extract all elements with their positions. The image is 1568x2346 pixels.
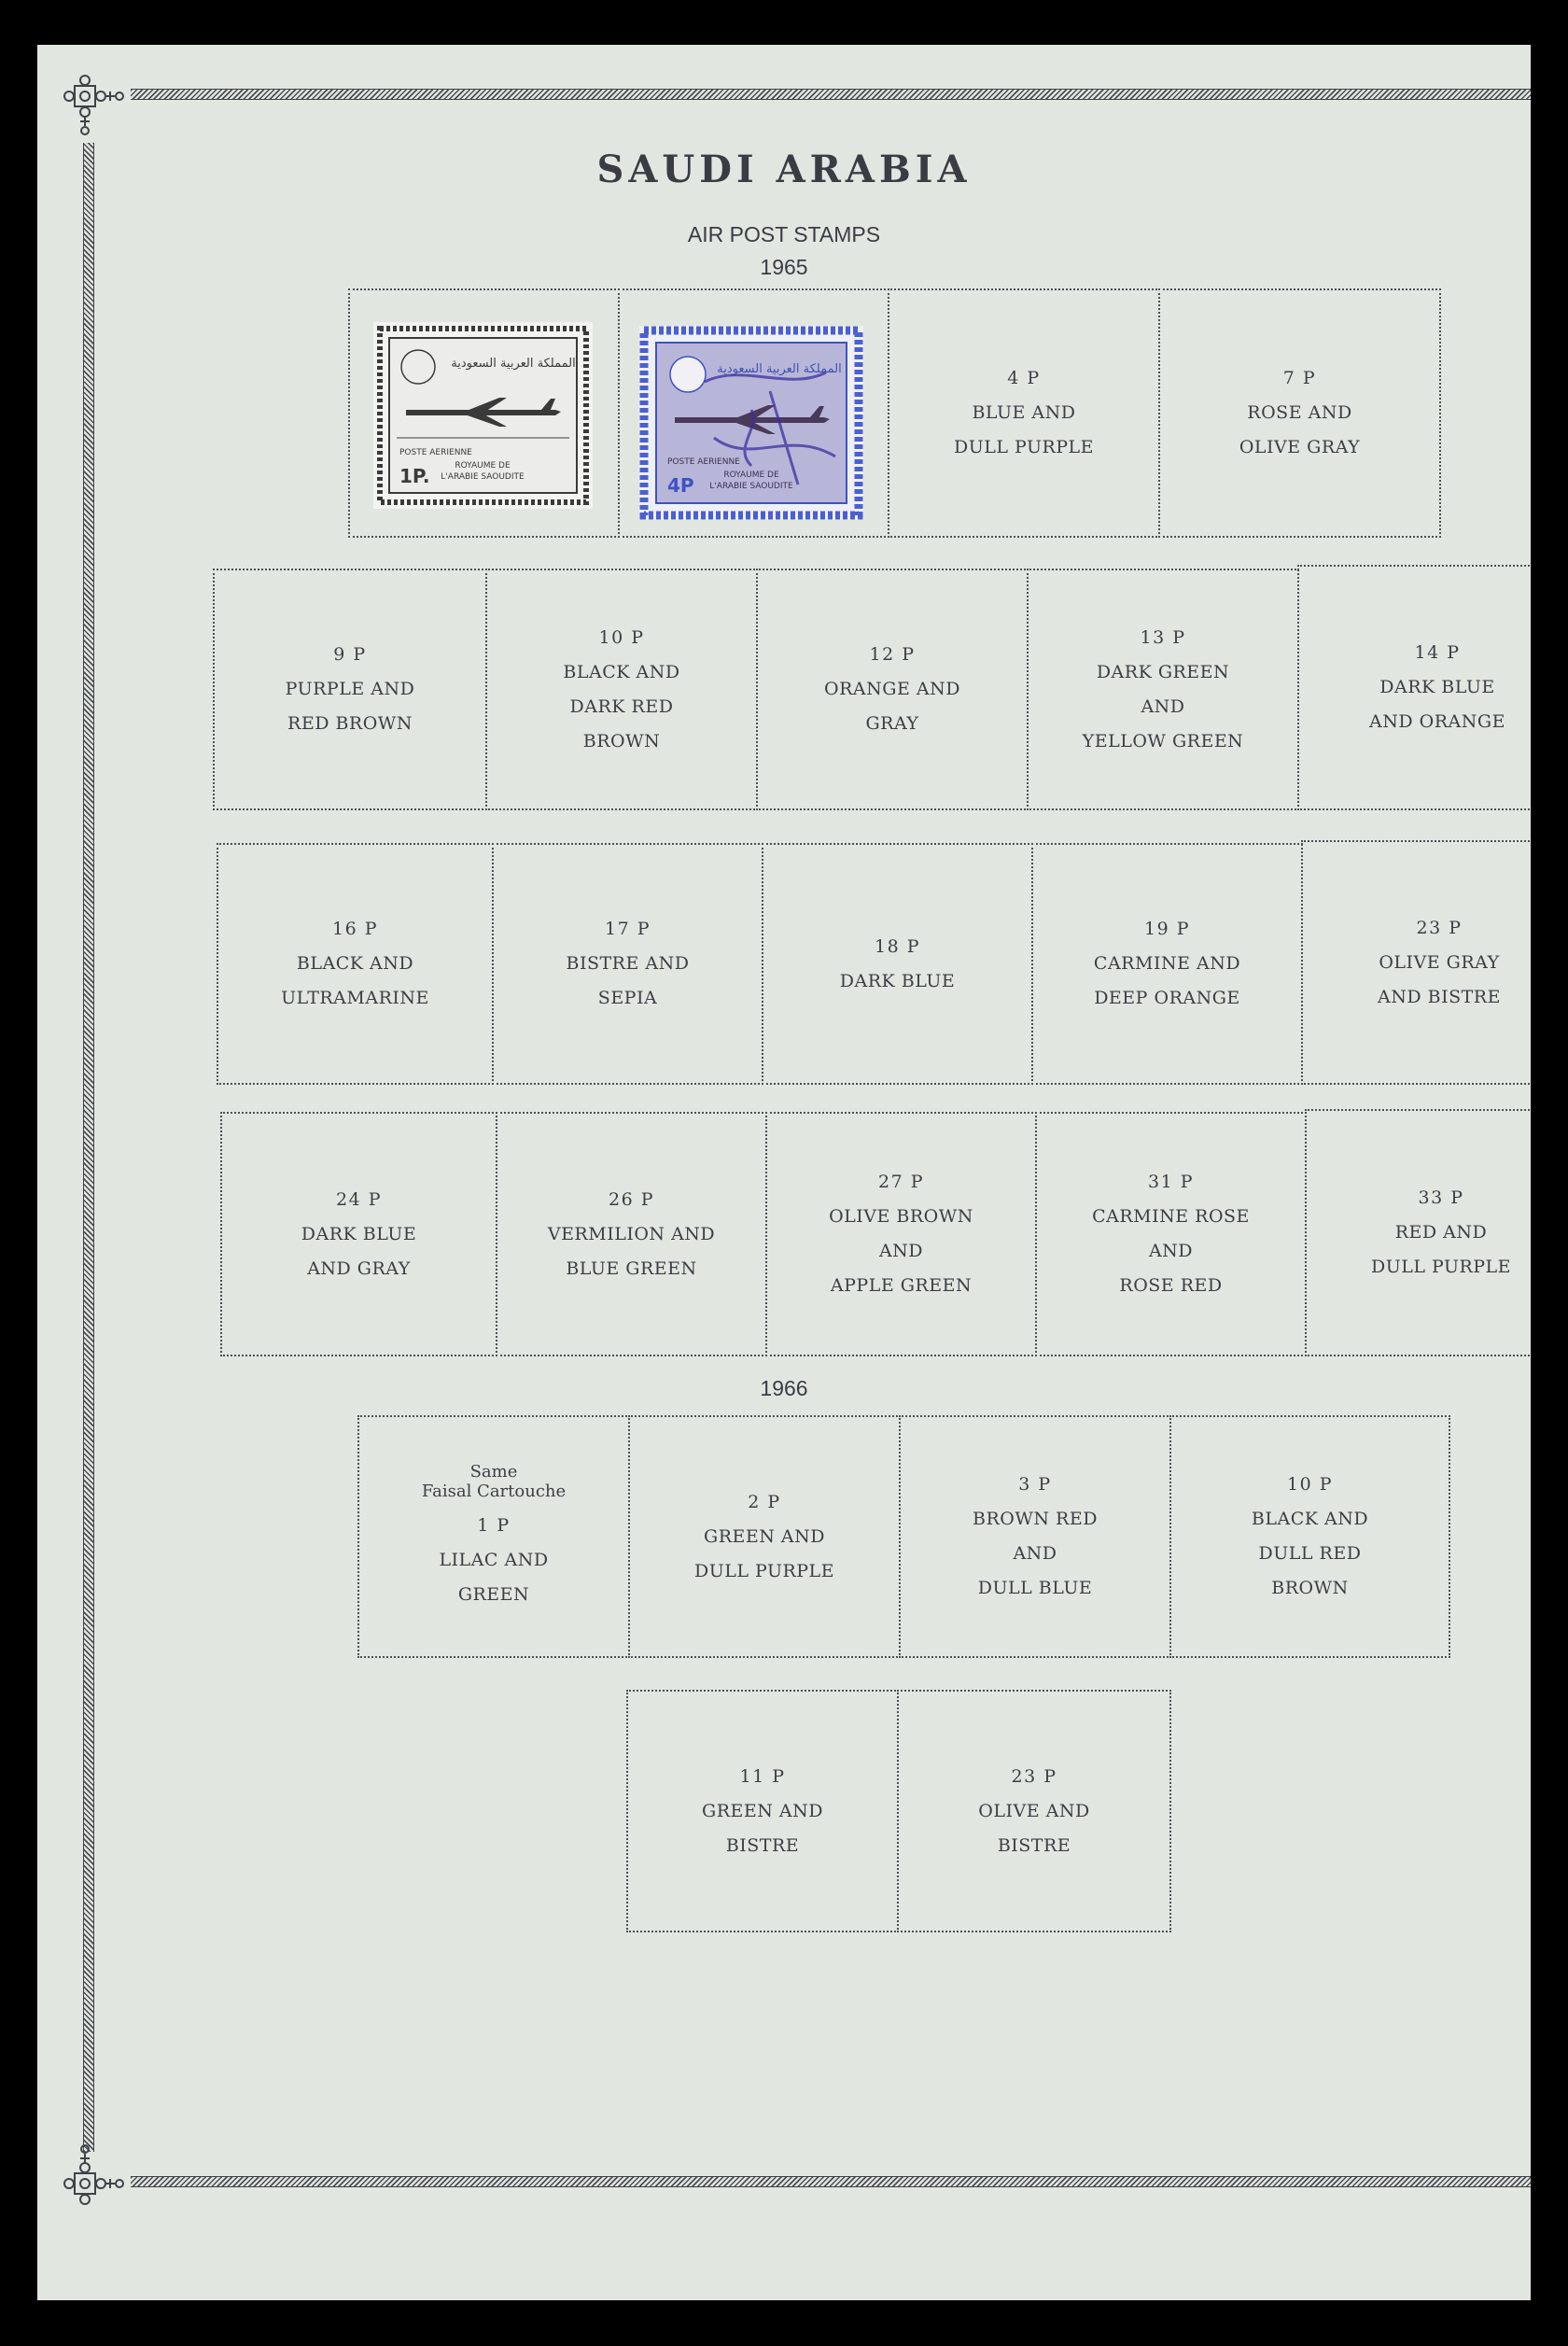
color-line: ROSE RED: [1119, 1275, 1223, 1296]
color-line: BLACK AND: [563, 661, 680, 682]
denomination: 31 P: [1147, 1172, 1194, 1192]
color-line: YELLOW GREEN: [1082, 730, 1244, 752]
denomination: 12 P: [869, 644, 916, 665]
stamp-1p-arabic-text: المملكة العربية السعودية: [451, 357, 576, 371]
color-line: ROSE AND: [1247, 402, 1352, 423]
stamp-4p-royaume-text: ROYAUME DE: [723, 471, 779, 480]
color-line: DULL PURPLE: [953, 437, 1095, 457]
color-line: DEEP ORANGE: [1094, 988, 1240, 1008]
stamp-space-31p: [1035, 1112, 1307, 1356]
section-subtitle: AIR POST STAMPS: [687, 222, 881, 246]
color-line: GRAY: [865, 713, 919, 734]
year-heading-1966: 1966: [760, 1376, 808, 1400]
stamp-4p-value: 4P: [667, 474, 694, 497]
denomination: 23 P: [1011, 1765, 1057, 1787]
denomination: 11 P: [739, 1765, 786, 1787]
denomination: 9 P: [333, 644, 367, 665]
stamp-1p-poste-text: POSTE AERIENNE: [399, 448, 472, 457]
stamp-space-3p-1966: [899, 1415, 1171, 1658]
color-line: BLACK AND: [1251, 1509, 1369, 1529]
corner-ornament-top-left: [63, 75, 133, 144]
denomination: 10 P: [598, 626, 645, 648]
color-line: AND GRAY: [307, 1257, 411, 1279]
denomination: 23 P: [1416, 917, 1463, 938]
color-line: AND: [1141, 695, 1185, 717]
color-line: BLUE GREEN: [566, 1257, 697, 1279]
stamp-4p-airplane: [639, 326, 863, 520]
color-line: OLIVE BROWN: [829, 1206, 973, 1227]
color-line: DULL RED: [1258, 1543, 1362, 1564]
color-line: CARMINE AND: [1093, 953, 1241, 974]
stamp-space-19p: [1031, 843, 1303, 1085]
stamp-space-33p: [1305, 1109, 1531, 1356]
denomination: 2 P: [748, 1491, 781, 1512]
color-line: OLIVE GRAY: [1379, 951, 1500, 973]
color-line: AND ORANGE: [1369, 711, 1505, 732]
stamp-1p-royaume-text: ROYAUME DE: [455, 461, 511, 471]
stamp-space-13p: [1027, 569, 1299, 810]
color-line: BROWN: [582, 730, 661, 752]
stamp-4p-poste-text: POSTE AERIENNE: [667, 457, 740, 467]
stamp-space-4p: [888, 288, 1160, 538]
denomination: 24 P: [335, 1188, 382, 1210]
denomination: 1 P: [477, 1514, 511, 1536]
stamp-space-14p: [1297, 565, 1531, 810]
color-line: DARK BLUE: [839, 970, 956, 991]
color-line: DULL BLUE: [977, 1578, 1093, 1598]
color-line: CARMINE ROSE: [1092, 1206, 1250, 1227]
stamp-space-23p: [1301, 840, 1531, 1085]
note-line: Faisal Cartouche: [421, 1481, 567, 1501]
year-heading-1965: 1965: [760, 255, 808, 279]
top-border: [131, 89, 1531, 100]
color-line: ORANGE AND: [824, 679, 960, 699]
stamp-space-24p: [220, 1112, 497, 1356]
color-line: GREEN AND: [702, 1800, 823, 1821]
stamp-4p-arabic-text: المملكة العربية السعودية: [717, 362, 842, 376]
denomination: 33 P: [1418, 1187, 1464, 1208]
stamp-space-10p-1966: [1169, 1415, 1450, 1658]
color-line: DARK BLUE: [301, 1223, 417, 1244]
album-page: [37, 45, 1531, 2300]
color-line: LILAC AND: [439, 1549, 549, 1570]
color-line: BLACK AND: [296, 953, 414, 974]
stamp-space-12p: [756, 569, 1029, 810]
color-line: AND BISTRE: [1378, 986, 1501, 1007]
corner-ornament-bottom-left: [63, 2136, 133, 2205]
stamp-1p-airplane: [373, 322, 593, 509]
color-line: RED AND: [1394, 1222, 1488, 1243]
color-line: AND: [1013, 1543, 1057, 1564]
stamp-4p-arabie-text: L'ARABIE SAOUDITE: [709, 482, 793, 491]
stamp-space-26p: [496, 1112, 767, 1356]
color-line: BISTRE: [725, 1834, 800, 1856]
denomination: 14 P: [1414, 642, 1461, 663]
color-line: BROWN: [1271, 1578, 1349, 1598]
stamp-1p-value: 1P.: [399, 465, 430, 487]
color-line: SEPIA: [597, 988, 658, 1008]
page-title: SAUDI ARABIA: [596, 148, 972, 191]
stamp-space-27p: [765, 1112, 1037, 1356]
color-line: BROWN RED: [973, 1509, 1098, 1529]
denomination: 18 P: [874, 935, 920, 957]
denomination: 10 P: [1286, 1474, 1333, 1495]
color-line: APPLE GREEN: [830, 1275, 973, 1296]
stamp-space-7p: [1158, 288, 1441, 538]
color-line: GREEN AND: [704, 1525, 825, 1547]
color-line: BISTRE AND: [566, 953, 690, 974]
stamp-space-1p-1966: [357, 1415, 630, 1658]
color-line: ULTRAMARINE: [281, 988, 429, 1008]
color-line: BLUE AND: [972, 402, 1076, 423]
denomination: 27 P: [877, 1172, 924, 1192]
denomination: 13 P: [1140, 626, 1186, 648]
color-line: DARK BLUE: [1379, 677, 1495, 697]
denomination: 7 P: [1282, 368, 1317, 388]
color-line: OLIVE AND: [978, 1800, 1090, 1821]
stamp-space-9p: [213, 569, 487, 810]
stamp-space-18p: [762, 843, 1033, 1085]
stamp-space-11p-1966: [626, 1690, 899, 1932]
color-line: DULL PURPLE: [1370, 1257, 1512, 1277]
color-line: DARK RED: [569, 695, 674, 717]
color-line: RED BROWN: [287, 713, 413, 734]
color-line: OLIVE GRAY: [1239, 437, 1361, 457]
stamp-1p-arabie-text: L'ARABIE SAOUDITE: [441, 472, 525, 482]
color-line: DULL PURPLE: [693, 1560, 835, 1581]
color-line: PURPLE AND: [285, 679, 415, 699]
denomination: 19 P: [1143, 919, 1190, 939]
stamp-space-17p: [492, 843, 763, 1085]
stamp-space-2p-1966: [628, 1415, 901, 1658]
denomination: 16 P: [331, 919, 378, 939]
stamp-space-10p: [485, 569, 758, 810]
denomination: 17 P: [604, 919, 651, 939]
stamp-space-23p-1966: [897, 1690, 1171, 1932]
color-line: AND: [1148, 1241, 1194, 1261]
bottom-border: [131, 2176, 1531, 2187]
denomination: 3 P: [1018, 1474, 1052, 1495]
color-line: GREEN: [457, 1583, 530, 1605]
note-line: Same: [469, 1461, 518, 1482]
color-line: DARK GREEN: [1096, 661, 1230, 682]
denomination: 4 P: [1007, 368, 1041, 388]
denomination: 26 P: [608, 1188, 654, 1210]
color-line: AND: [878, 1241, 924, 1261]
color-line: BISTRE: [997, 1834, 1071, 1856]
left-border: [83, 143, 94, 2152]
color-line: VERMILION AND: [547, 1223, 716, 1244]
stamp-space-16p: [217, 843, 494, 1085]
